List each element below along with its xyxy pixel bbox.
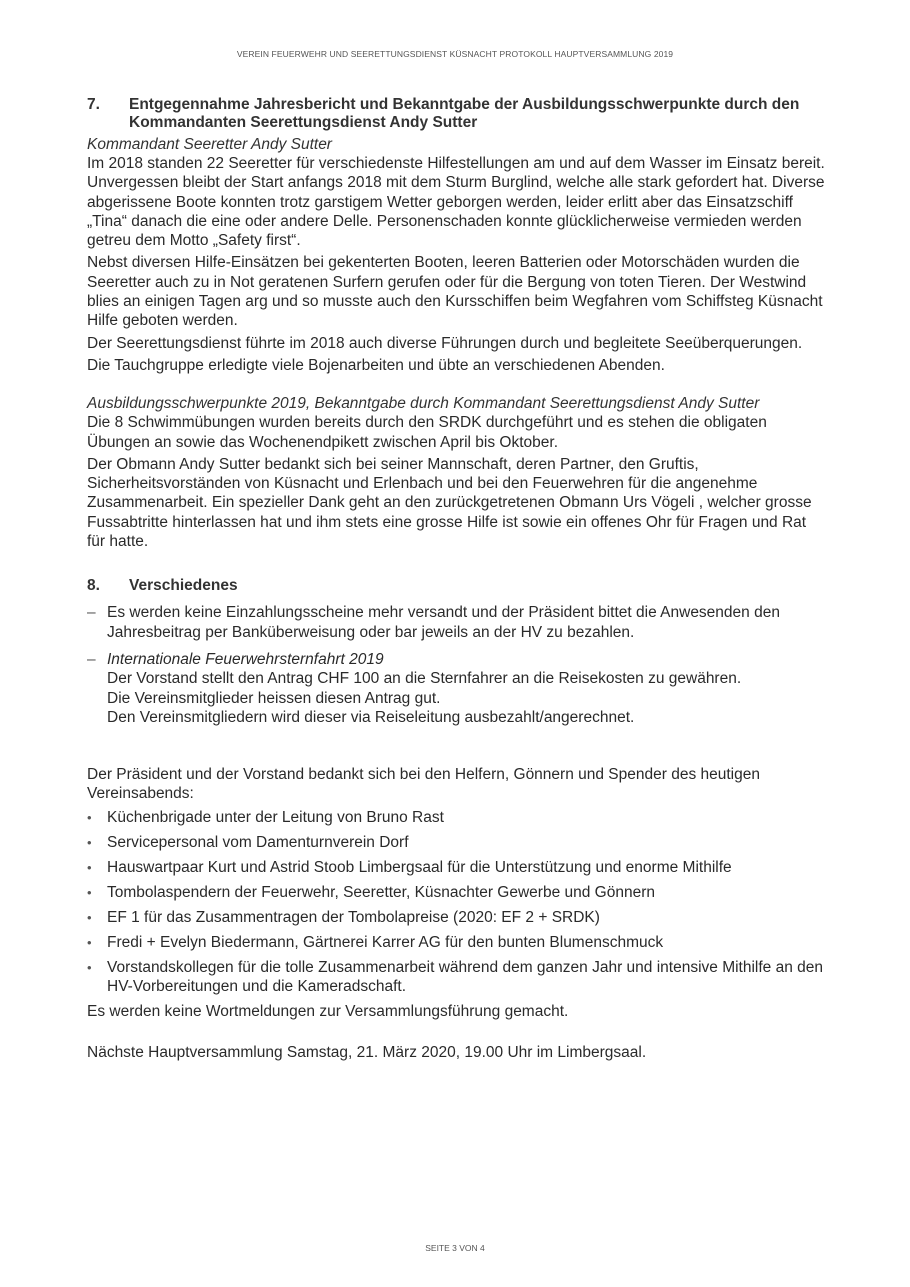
section-8-heading	[87, 577, 827, 595]
thanks-intro: Der Präsident und der Vorstand bedankt sich bei den Helfern, Gönnern und Spender des heutigen Vereinsabends:	[87, 766, 760, 803]
list-item	[87, 908, 827, 927]
bullet-marker: •	[87, 934, 92, 950]
list-item-text: Küchenbrigade unter der Leitung von Bruno Rast	[107, 808, 444, 826]
bullet-marker: •	[87, 909, 92, 925]
list-item	[87, 808, 827, 827]
bullet-marker: •	[87, 884, 92, 900]
list-item	[87, 650, 827, 727]
list-item-title: Internationale Feuerwehrsternfahrt 2019	[107, 650, 384, 668]
paragraph: Im 2018 standen 22 Seeretter für verschiedenste Hilfestellungen am und auf dem Wasser im Einsatz bereit. Unvergessen bleibt der Start anfangs 2018 mit dem Sturm Burglind, welche alle stark gefordert hat. Diverse abgerissene Boote konnten trotz garstigem Wetter geborgen werden, leider erlitt aber das Einsatzschiff „Tina“ danach die eine oder andere Delle. Personenschaden konnte glücklicherweise vermieden werden getreu dem Motto „Safety first“.	[87, 155, 825, 250]
paragraph: Der Obmann Andy Sutter bedankt sich bei seiner Mannschaft, deren Partner, den Gruftis, Sicherheitsvorständen von Küsnacht und Erlenbach und bei den Feuerwehren für die angenehme Zusammenarbeit. Ein spezieller Dank geht an den zurückgetretenen Obmann Urs Vögeli , welcher grosse Fussabtritte hinterlassen hat und ihm stets eine grosse Hilfe ist sowie ein offenes Ohr für Fragen und Rat für hatte.	[87, 455, 812, 551]
section-7-heading	[87, 96, 827, 132]
page-content	[87, 96, 827, 1062]
list-item-text: Hauswartpaar Kurt und Astrid Stoob Limbergsaal für die Unterstützung und enorme Mithilfe	[107, 858, 732, 876]
bullet-marker: •	[87, 834, 92, 850]
thanks-list	[87, 808, 827, 996]
bullet-marker: •	[87, 959, 92, 975]
no-requests-note: Es werden keine Wortmeldungen zur Versammlungsführung gemacht.	[87, 1002, 569, 1020]
section-title: Entgegennahme Jahresbericht und Bekanntgabe der Ausbildungsschwerpunkte durch den Kommandanten Seerettungsdienst Andy Sutter	[129, 96, 800, 131]
paragraph: Die Tauchgruppe erledigte viele Bojenarbeiten und übte an verschiedenen Abenden.	[87, 356, 665, 374]
subheading-commander-report: Kommandant Seeretter Andy Sutter	[87, 136, 332, 153]
subheading-training-focus: Ausbildungsschwerpunkte 2019, Bekanntgabe durch Kommandant Seerettungsdienst Andy Sutter	[87, 395, 760, 413]
list-item-text: Tombolaspendern der Feuerwehr, Seeretter, Küsnachter Gewerbe und Gönnern	[107, 883, 655, 901]
page-number: SEITE 3 VON 4	[425, 1243, 485, 1253]
running-header: VEREIN FEUERWEHR UND SEERETTUNGSDIENST KÜSNACHT PROTOKOLL HAUPTVERSAMMLUNG 2019	[236, 49, 674, 59]
next-meeting-note: Nächste Hauptversammlung Samstag, 21. März 2020, 19.00 Uhr im Limbergsaal.	[87, 1044, 647, 1062]
bullet-marker: •	[87, 809, 92, 825]
list-item-line: Der Vorstand stellt den Antrag CHF 100 an die Sternfahrer an die Reisekosten zu gewähren.	[107, 670, 742, 688]
list-item	[87, 858, 827, 877]
list-item-line: Die Vereinsmitglieder heissen diesen Antrag gut.	[107, 689, 441, 707]
list-item	[87, 883, 827, 902]
list-item	[87, 958, 827, 996]
section-title: Verschiedenes	[129, 577, 238, 595]
list-item	[87, 603, 827, 642]
dash-marker: –	[87, 650, 96, 668]
list-item-line: Den Vereinsmitgliedern wird dieser via Reiseleitung ausbezahlt/angerechnet.	[107, 708, 635, 726]
list-item-body	[107, 650, 827, 727]
paragraph: Die 8 Schwimmübungen wurden bereits durch den SRDK durchgeführt und es stehen die obligaten Übungen an sowie das Wochenendpikett zwischen April bis Oktober.	[87, 414, 767, 451]
dash-marker: –	[87, 604, 96, 622]
list-item-text: Fredi + Evelyn Biedermann, Gärtnerei Karrer AG für den bunten Blumenschmuck	[107, 933, 664, 951]
section-number: 8.	[87, 577, 100, 595]
section-number: 7.	[87, 96, 100, 113]
list-item-text: Servicepersonal vom Damenturnverein Dorf	[107, 833, 409, 851]
paragraph: Der Seerettungsdienst führte im 2018 auch diverse Führungen durch und begleitete Seeüberquerungen.	[87, 334, 803, 352]
list-item-text: Vorstandskollegen für die tolle Zusammenarbeit während dem ganzen Jahr und intensive Mithilfe an den HV-Vorbereitungen und die Kameradschaft.	[107, 958, 824, 995]
list-item	[87, 933, 827, 952]
list-item-text: EF 1 für das Zusammentragen der Tombolapreise (2020: EF 2 + SRDK)	[107, 908, 600, 926]
list-item	[87, 833, 827, 852]
bullet-marker: •	[87, 859, 92, 875]
paragraph: Nebst diversen Hilfe-Einsätzen bei gekenterten Booten, leeren Batterien oder Motorschäden wurden die Seeretter auch zu in Not geratenen Surfern gerufen oder für die Bergung von toten Tieren. Der Westwind blies an einigen Tagen arg und so musste auch den Kursschiffen beim Wegfahren vom Schiffsteg Küsnacht Hilfe geboten werden.	[87, 254, 823, 330]
list-item-text: Es werden keine Einzahlungsscheine mehr versandt und der Präsident bittet die Anwesenden den Jahresbeitrag per Banküberweisung oder bar jeweils an der HV zu bezahlen.	[107, 604, 780, 641]
